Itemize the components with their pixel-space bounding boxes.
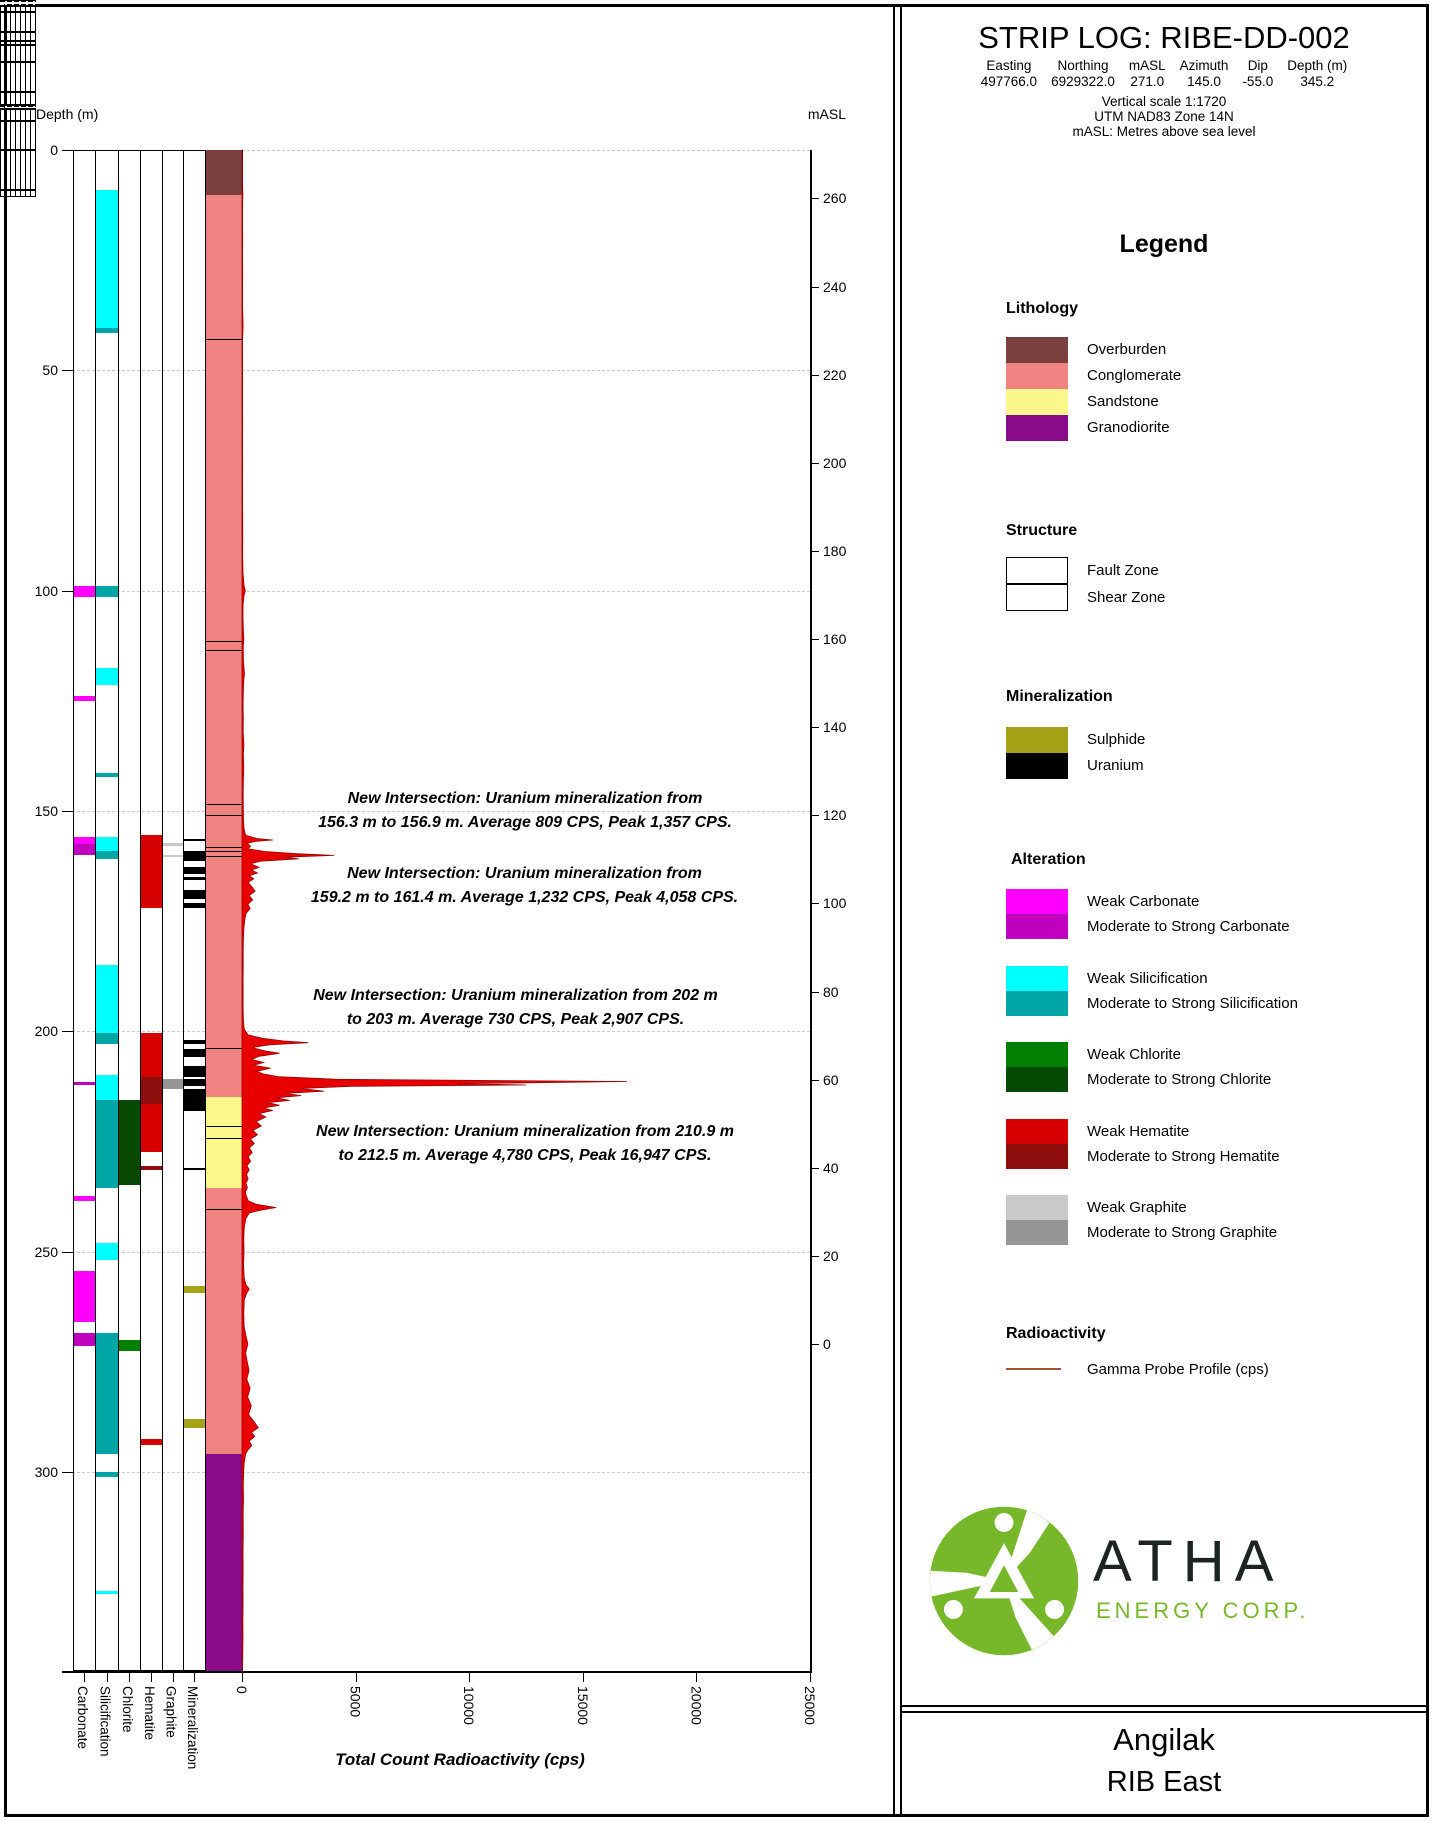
field-value: 497766.0: [980, 74, 1038, 89]
masl-tick-label: 80: [823, 983, 839, 1000]
field-label: Azimuth: [1179, 58, 1229, 73]
masl-tick-label: 100: [823, 895, 847, 912]
legend-item-label: Gamma Probe Profile (cps): [1087, 1361, 1269, 1378]
legend-item-label: Moderate to Strong Graphite: [1087, 1224, 1278, 1241]
depth-tick: [62, 1031, 73, 1032]
legend-title: Legend: [1119, 230, 1209, 258]
company-logo: [925, 1500, 1405, 1675]
swatch-sulphide: [1006, 727, 1068, 753]
carbonate-interval-strong: [74, 844, 95, 855]
annotation-line: 159.2 m to 161.4 m. Average 1,232 CPS, Peak 4,058 CPS.: [310, 889, 739, 906]
masl-tick: [810, 551, 819, 552]
cps-tick-label: 10000: [461, 1686, 478, 1725]
carbonate-interval-weak: [74, 837, 95, 844]
mineralization-interval-uranium: [184, 877, 205, 880]
depth-tick: [62, 811, 73, 812]
cps-tick: [810, 1671, 811, 1682]
masl-tick: [810, 1256, 819, 1257]
masl-tick-label: 40: [823, 1159, 839, 1176]
masl-axis-title: mASL: [807, 106, 846, 122]
masl-tick: [810, 375, 819, 376]
legend-item-label: Weak Chlorite: [1087, 1046, 1181, 1063]
mineralization-interval-uranium: [184, 851, 205, 861]
mineralization-interval-uranium: [184, 890, 205, 899]
fault-zone: [0, 92, 36, 104]
silicification-interval-weak: [96, 668, 118, 686]
silicification-interval-weak: [96, 837, 118, 850]
x-axis-title: Total Count Radioactivity (cps): [335, 1750, 585, 1769]
intersection-annotation-2: [272, 862, 777, 910]
annotation-line: to 212.5 m. Average 4,780 CPS, Peak 16,947 CPS.: [338, 1147, 712, 1164]
fault-zone: [0, 109, 36, 122]
depth-tick-label: 250: [34, 1243, 58, 1260]
column-box-chlorite: [118, 150, 141, 1671]
hematite-interval-strong: [141, 1077, 162, 1103]
page-title: STRIP LOG: RIBE-DD-002: [978, 20, 1350, 55]
depth-tick: [62, 370, 73, 371]
collar-field-depth-m-: [1287, 58, 1347, 90]
annotation-line: New Intersection: Uranium mineralization from: [347, 790, 703, 807]
annotation-line: New Intersection: Uranium mineralization from 202 m: [313, 987, 718, 1004]
swatch-conglomerate: [1006, 363, 1068, 389]
swatch-strong_chlorite: [1006, 1067, 1068, 1092]
column-box-graphite: [162, 150, 184, 1671]
column-label-graphite: Graphite: [163, 1686, 179, 1738]
silicification-interval-strong: [96, 773, 118, 776]
depth-tick-label: 300: [34, 1463, 58, 1480]
field-value: 271.0: [1130, 74, 1165, 89]
legend-section-title: Alteration: [1011, 851, 1086, 868]
swatch-strong_silicification: [1006, 991, 1068, 1016]
collar-info-table: [903, 58, 1425, 91]
mineralization-interval-uranium: [184, 1049, 205, 1057]
legend-item-label: Uranium: [1087, 757, 1144, 774]
logo-name: ATHA: [1093, 1529, 1284, 1594]
gamma-probe-profile: [242, 150, 816, 1673]
cps-tick: [696, 1671, 697, 1682]
depth-tick-label: 150: [34, 802, 58, 819]
annotation-line: New Intersection: Uranium mineralization from: [347, 865, 702, 882]
masl-tick: [810, 1344, 819, 1345]
cps-tick-label: 25000: [802, 1686, 818, 1725]
cps-tick: [356, 1671, 357, 1682]
column-tick: [84, 1671, 85, 1682]
mineralization-interval-sulphide: [184, 1286, 205, 1293]
footer-separator-1: [902, 1705, 1426, 1707]
swatch-strong_carbonate: [1006, 914, 1068, 939]
masl-tick-label: 160: [823, 631, 847, 648]
hematite-interval-weak: [141, 1439, 162, 1446]
collar-field-masl: [1129, 58, 1166, 90]
masl-tick: [810, 287, 819, 288]
silicification-interval-weak: [96, 1075, 118, 1099]
mineralization-interval-uranium: [184, 1079, 205, 1086]
intersection-annotation-3: [288, 984, 743, 1032]
silicification-interval-strong: [96, 586, 118, 597]
swatch-weak_silicification: [1006, 966, 1068, 991]
area-name: RIB East: [1106, 1766, 1222, 1798]
atha-logo-icon: [925, 1502, 1083, 1660]
field-label: Easting: [986, 58, 1032, 73]
carbonate-interval-strong: [74, 1333, 95, 1346]
depth-axis-title: Depth (m): [36, 106, 99, 122]
contact-line: [206, 804, 242, 805]
legend-item-label: Sulphide: [1087, 731, 1146, 748]
column-label-silicification: Silicification: [97, 1686, 113, 1757]
chlorite-interval-weak: [119, 1340, 140, 1351]
column-label-carbonate: Carbonate: [75, 1686, 90, 1750]
legend-item-label: Moderate to Strong Hematite: [1087, 1147, 1280, 1165]
swatch-strong_hematite: [1006, 1144, 1068, 1169]
legend-section-title: Radioactivity: [1006, 1325, 1106, 1342]
legend-item-label: Moderate to Strong Chlorite: [1087, 1071, 1272, 1088]
cps-tick-label: 0: [234, 1686, 250, 1694]
depth-tick-label: 100: [34, 582, 58, 599]
swatch-granodiorite: [1006, 415, 1068, 441]
legend-item-label: Overburden: [1087, 341, 1167, 358]
header-note: mASL: Metres above sea level: [1072, 124, 1256, 139]
legend-item-label: Sandstone: [1087, 393, 1159, 410]
legend-item-label: Fault Zone: [1087, 562, 1159, 579]
panel-divider-right: [900, 7, 902, 1814]
fault-zone: [0, 12, 36, 32]
masl-tick: [810, 1080, 819, 1081]
swatch-shear-zone: [1006, 584, 1068, 611]
swatch-weak_chlorite: [1006, 1042, 1068, 1067]
column-tick: [151, 1671, 152, 1682]
footer-separator-2: [902, 1711, 1426, 1713]
masl-tick-label: 260: [823, 190, 847, 207]
contact-line: [206, 1209, 242, 1210]
masl-tick: [810, 463, 819, 464]
legend-item-label: Moderate to Strong Silicification: [1087, 994, 1298, 1012]
annotation-line: to 203 m. Average 730 CPS, Peak 2,907 CPS.: [346, 1011, 685, 1028]
masl-tick: [810, 1168, 819, 1169]
masl-tick: [810, 727, 819, 728]
mineralization-interval-uranium: [184, 1089, 205, 1111]
field-label: Depth (m): [1287, 58, 1348, 73]
cps-tick-label: 15000: [574, 1686, 591, 1725]
legend-section-title: Structure: [1006, 522, 1078, 539]
column-label-chlorite: Chlorite: [120, 1686, 135, 1733]
masl-tick: [810, 903, 819, 904]
contact-line: [206, 851, 242, 852]
masl-tick-label: 60: [823, 1071, 839, 1088]
contact-line: [206, 856, 242, 857]
depth-tick-label: 50: [42, 362, 58, 379]
masl-tick: [810, 639, 819, 640]
mineralization-interval-uranium: [184, 1066, 205, 1076]
cps-tick-label: 20000: [688, 1686, 705, 1725]
masl-tick: [810, 992, 819, 993]
intersection-annotation-4: [285, 1120, 765, 1168]
fault-zone: [0, 32, 36, 41]
collar-field-dip: [1242, 58, 1273, 90]
chlorite-interval-strong: [119, 1100, 140, 1186]
depth-tick-label: 0: [50, 142, 58, 158]
hematite-interval-strong: [141, 1166, 162, 1170]
masl-tick-label: 220: [823, 366, 847, 383]
lithology-interval-conglomerate: [206, 1188, 242, 1455]
mineralization-interval-uranium: [184, 1040, 205, 1044]
legend-item-label: Weak Graphite: [1087, 1199, 1187, 1216]
carbonate-interval-weak: [74, 1196, 95, 1200]
contact-line: [206, 650, 242, 651]
silicification-interval-strong: [96, 851, 118, 860]
swatch-weak_hematite: [1006, 1119, 1068, 1144]
silicification-interval-strong: [96, 1333, 118, 1454]
masl-tick-label: 140: [823, 719, 847, 736]
legend-item-label: Moderate to Strong Carbonate: [1087, 918, 1290, 935]
carbonate-interval-strong: [74, 1082, 95, 1086]
field-value: 345.2: [1300, 74, 1335, 89]
swatch-overburden: [1006, 337, 1068, 363]
silicification-interval-strong: [96, 1472, 118, 1477]
legend-item-label: Weak Carbonate: [1087, 893, 1200, 910]
mineralization-interval-uranium: [184, 903, 205, 907]
column-label-mineralization: Mineralization: [185, 1686, 200, 1770]
masl-tick: [810, 198, 819, 199]
mineralization-interval-uranium: [184, 839, 205, 842]
fault-zone: [0, 6, 36, 13]
masl-tick-label: 200: [823, 454, 847, 471]
hematite-interval-weak: [141, 1033, 162, 1077]
depth-tick: [62, 1252, 73, 1253]
legend-item-label: Shear Zone: [1087, 589, 1166, 606]
column-tick: [173, 1671, 174, 1682]
column-box-carbonate: [73, 150, 96, 1671]
contact-line: [206, 847, 242, 848]
fault-zone: [0, 190, 36, 197]
contact-line: [206, 1048, 242, 1049]
carbonate-interval-weak: [74, 586, 95, 597]
mineralization-interval-sulphide: [184, 1419, 205, 1428]
intersection-annotation-1: [290, 787, 760, 835]
header-note: Vertical scale 1:1720: [1101, 94, 1227, 109]
bottom-axis-line: [62, 1671, 812, 1673]
field-label: mASL: [1128, 58, 1166, 73]
annotation-line: 156.3 m to 156.9 m. Average 809 CPS, Peak 1,357 CPS.: [318, 814, 732, 831]
masl-axis-line: [810, 150, 812, 1671]
legend-item-label: Conglomerate: [1087, 367, 1182, 384]
silicification-interval-weak: [96, 1243, 118, 1261]
hematite-interval-weak: [141, 835, 162, 908]
column-label-hematite: Hematite: [142, 1686, 157, 1741]
hematite-interval-weak: [141, 1104, 162, 1152]
header-note: UTM NAD83 Zone 14N: [1094, 109, 1234, 124]
fault-zone: [0, 45, 36, 61]
mineralization-interval-uranium: [184, 1168, 205, 1171]
column-box-mineralization: [183, 150, 206, 1671]
depth-tick-label: 200: [34, 1023, 58, 1040]
contact-line: [206, 339, 242, 340]
contact-line: [206, 641, 242, 642]
graphite-interval-strong: [163, 1079, 183, 1088]
depth-tick: [62, 591, 73, 592]
fault-zone: [0, 62, 36, 93]
legend-section-title: Mineralization: [1006, 688, 1113, 705]
lithology-interval-conglomerate: [206, 195, 242, 1097]
logo-subtitle: ENERGY CORP.: [1096, 1598, 1310, 1623]
depth-tick: [62, 1472, 73, 1473]
swatch-weak_carbonate: [1006, 889, 1068, 914]
contact-line: [206, 815, 242, 816]
masl-tick: [810, 815, 819, 816]
silicification-interval-weak: [96, 965, 118, 1033]
silicification-interval-strong: [96, 1100, 118, 1188]
collar-field-northing: [1051, 58, 1115, 90]
column-tick: [194, 1671, 195, 1682]
lithology-interval-sandstone: [206, 1097, 242, 1187]
silicification-interval-strong: [96, 1033, 118, 1044]
contact-line: [206, 1138, 242, 1139]
masl-tick-label: 180: [823, 542, 847, 559]
field-value: 6929322.0: [1051, 74, 1115, 89]
collar-field-easting: [981, 58, 1037, 90]
masl-tick-label: 0: [823, 1336, 831, 1353]
field-label: Northing: [1057, 58, 1109, 73]
column-tick: [107, 1671, 108, 1682]
swatch-fault-zone: [1006, 557, 1068, 584]
mineralization-interval-uranium: [184, 867, 205, 874]
silicification-interval-strong: [96, 328, 118, 332]
collar-field-azimuth: [1180, 58, 1229, 90]
field-value: 145.0: [1187, 74, 1221, 89]
swatch-strong_graphite: [1006, 1220, 1068, 1245]
masl-tick-label: 240: [823, 278, 847, 295]
graphite-interval-weak: [163, 855, 183, 858]
legend-item-label: Granodiorite: [1087, 419, 1170, 436]
lithology-interval-overburden: [206, 150, 242, 195]
masl-tick-label: 20: [823, 1247, 839, 1264]
project-name: Angilak: [1113, 1722, 1215, 1757]
contact-line: [206, 1126, 242, 1127]
silicification-interval-weak: [96, 190, 118, 329]
cps-tick-label: 5000: [347, 1686, 364, 1718]
cps-tick: [583, 1671, 584, 1682]
field-label: Dip: [1247, 58, 1268, 73]
depth-tick: [62, 150, 73, 151]
carbonate-interval-weak: [74, 696, 95, 700]
field-value: -55.0: [1242, 74, 1274, 89]
column-tick: [129, 1671, 130, 1682]
cps-tick: [469, 1671, 470, 1682]
carbonate-interval-weak: [74, 1271, 95, 1322]
legend-item-label: Weak Hematite: [1087, 1122, 1190, 1140]
legend-item-label: Weak Silicification: [1087, 969, 1208, 987]
masl-tick-label: 120: [823, 807, 847, 824]
gamma-line-swatch: [1006, 1368, 1061, 1370]
lithology-interval-granodiorite: [206, 1454, 242, 1671]
swatch-weak_graphite: [1006, 1195, 1068, 1220]
annotation-line: New Intersection: Uranium mineralization from 210.9 m: [316, 1123, 734, 1140]
swatch-uranium: [1006, 753, 1068, 779]
legend-section-title: Lithology: [1006, 300, 1078, 317]
swatch-sandstone: [1006, 389, 1068, 415]
cps-tick: [242, 1671, 243, 1682]
silicification-interval-weak: [96, 1591, 118, 1594]
graphite-interval-weak: [163, 843, 183, 846]
